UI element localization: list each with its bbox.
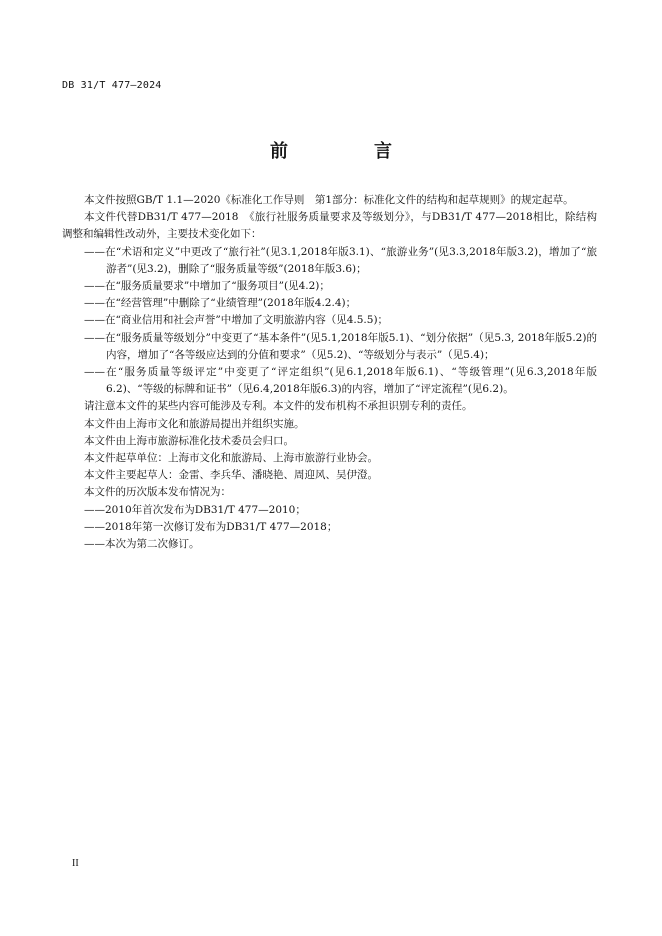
change-item-grade-evaluation: ——在“服务质量等级评定”中变更了“评定组织”(见6.1,2018年版6.1)、“等级管理”(见6.3,2018年版6.2)、“等级的标牌和证书”（见6.4,2018年版6.3)的内容，增加了“评定流程”(见6.2)。 bbox=[84, 366, 597, 396]
paragraph-patent-notice: 请注意本文件的某些内容可能涉及专利。本文件的发布机构不承担识别专利的责任。 bbox=[84, 400, 473, 413]
change-item-credit-reputation: ——在“商业信用和社会声誉”中增加了文明旅游内容（见4.5.5)； bbox=[84, 314, 389, 327]
change-item-terms: ——在“术语和定义”中更改了“旅行社”(见3.1,2018年版3.1)、“旅游业务”(见3.3,2018年版3.2)，增加了“旅游者”(见3.2)，删除了“服务质量等级”(2018年版3.6)； bbox=[84, 245, 597, 275]
paragraph-committee: 本文件由上海市旅游标准化技术委员会归口。 bbox=[84, 434, 294, 447]
paragraph-drafting-units: 本文件起草单位：上海市文化和旅游局、上海市旅游行业协会。 bbox=[84, 452, 378, 465]
version-item-2010: ——2010年首次发布为DB31/T 477—2010； bbox=[84, 503, 306, 516]
change-item-operation-management: ——在“经营管理”中删除了“业绩管理”(2018年版4.2.4)； bbox=[84, 297, 357, 310]
version-item-current: ——本次为第二次修订。 bbox=[84, 538, 200, 551]
paragraph-drafters: 本文件主要起草人：金雷、李兵华、潘晓艳、周迎风、吴伊澄。 bbox=[84, 469, 378, 482]
document-code: DB 31/T 477—2024 bbox=[62, 80, 162, 91]
change-item-grade-division: ——在“服务质量等级划分”中变更了“基本条件”(见5.1,2018年版5.1)、“划分依据”（见5.3, 2018年版5.2)的内容，增加了“各等级应达到的分值和要求”（见5.2)、“等级划分与表示”（见5.4)； bbox=[84, 331, 597, 361]
change-item-service-requirements: ——在“服务质量要求”中增加了“服务项目”(见4.2)； bbox=[84, 280, 330, 293]
paragraph-drafting-rules: 本文件按照GB/T 1.1—2020《标准化工作导则 第1部分：标准化文件的结构和起草规则》的规定起草。 bbox=[84, 194, 574, 206]
paragraph-version-history: 本文件的历次版本发布情况为： bbox=[84, 486, 231, 499]
version-item-2018: ——2018年第一次修订发布为DB31/T 477—2018； bbox=[84, 520, 338, 533]
paragraph-proposer: 本文件由上海市文化和旅游局提出并组织实施。 bbox=[84, 417, 305, 430]
page-title: 前 言 bbox=[270, 141, 426, 162]
foreword-body bbox=[62, 192, 597, 553]
paragraph-replacement: 本文件代替DB31/T 477—2018 《旅行社服务质量要求及等级划分》，与DB31/T 477—2018相比，除结构调整和编辑性改动外，主要技术变化如下： bbox=[62, 211, 597, 241]
page-number: II bbox=[72, 858, 79, 869]
